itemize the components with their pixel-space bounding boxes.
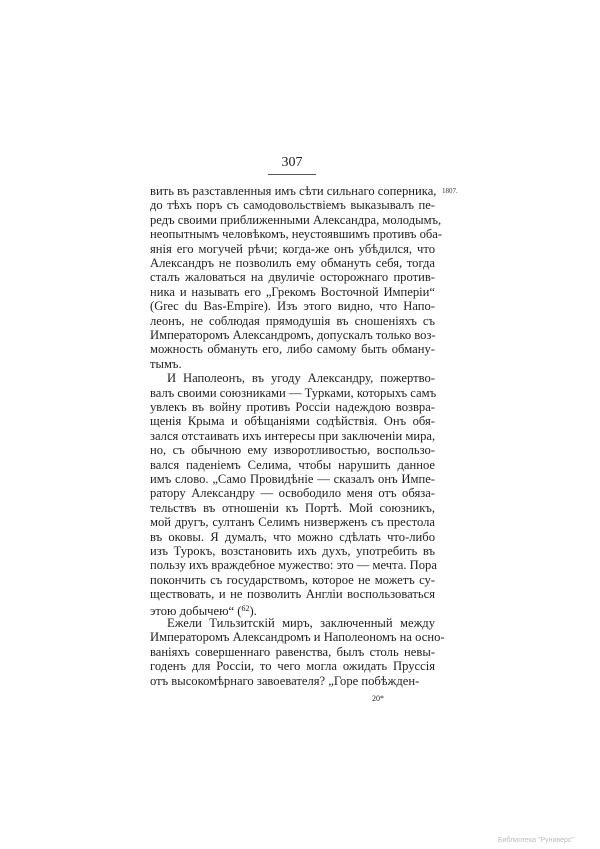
text-line [150, 443, 435, 457]
text-line [150, 659, 435, 673]
text-line [150, 587, 435, 601]
text-line [150, 472, 435, 486]
text-line [150, 270, 435, 284]
text-line [150, 458, 435, 472]
text-line-content: леонъ, не соблюдая прямодушія въ сношеніяхъ съ [150, 313, 435, 328]
text-line [150, 515, 435, 529]
text-line-content: неопытнымъ человѣкомъ, неустоявшимъ противъ оба- [150, 227, 443, 242]
text-line [150, 299, 435, 313]
text-line-content: ществовать, и не позволить Англіи воспользоваться [150, 587, 435, 602]
text-line-content: валъ своими союзниками — Турками, которыхъ самъ [150, 385, 437, 400]
margin-note-year: 1807. [442, 187, 458, 195]
page-number: 307 [281, 155, 303, 170]
text-line-content: (Grec du Bas-Empire). Изъ этого видно, что Напо- [150, 299, 435, 314]
text-line [150, 429, 435, 443]
text-line-content: отъ высокомѣрнаго завоевателя? „Горе побѣжден- [150, 673, 420, 688]
library-watermark: Библиотека "Руниверс" [498, 837, 574, 844]
text-line-content: янія его могучей рѣчи; когда-же онъ убѣдился, что [150, 241, 435, 256]
text-line [150, 400, 435, 414]
signature-mark: 20* [372, 694, 384, 703]
text-line [167, 371, 435, 385]
text-line-content: годенъ для Россіи, то чего могла ожидать Пруссія [150, 659, 435, 674]
text-line-content: вался паденіемъ Селима, чтобы нарушить данное [150, 457, 435, 472]
text-line-content: этою добычею“ ( [150, 603, 242, 618]
text-line-content: до тѣхъ поръ съ самодовольствіемъ выказывалъ пе- [150, 198, 435, 213]
text-line-content: Александръ не позволилъ ему обмануть себя, тогда [150, 256, 435, 270]
footnote-close: ). [249, 603, 257, 618]
text-line [150, 227, 443, 242]
text-line-content: но, съ обычною ему изворотливостью, воспользо- [150, 443, 435, 458]
text-line-content: тымъ. [150, 356, 182, 371]
text-line-content: мой другъ, султанъ Селимъ низверженъ съ престола [150, 515, 435, 530]
text-line-content: Ежели Тильзитскій миръ, заключенный между [167, 616, 435, 630]
text-line-content: редъ своими приближенными Александра, молодымъ, [150, 212, 442, 227]
text-line [150, 242, 435, 256]
text-line [150, 630, 445, 645]
text-line [150, 314, 435, 328]
text-line [150, 328, 435, 342]
text-line-content: вить въ разставленныя имъ сѣти сильнаго соперника, [150, 184, 437, 198]
text-line [150, 184, 435, 198]
text-line-content: пользу ихъ враждебное мужество: это — мечта. Пора [150, 558, 437, 573]
text-line-content: можность обмануть его, либо самому быть обману- [150, 342, 435, 357]
text-line [150, 342, 435, 356]
text-line-content: щенія Крыма и обѣщаніями содѣйствія. Онъ обя- [150, 414, 435, 429]
text-line-content: сталъ жаловаться на двуличіе осторожнаго против- [150, 270, 435, 285]
text-line-content: зался отстаивать ихъ интересы при заключеніи мира, [150, 428, 436, 443]
text-line-content: Императоромъ Александромъ и Наполеономъ на осно- [150, 630, 445, 645]
footnote-reference: 62 [241, 603, 250, 613]
text-line [150, 501, 435, 515]
text-line [150, 544, 435, 558]
text-line [150, 256, 435, 270]
text-line-content: увлекъ въ войну противъ Россіи надеждою возвра- [150, 400, 435, 414]
text-line [150, 674, 435, 688]
text-line [167, 616, 435, 630]
text-line [150, 573, 435, 587]
text-line [150, 645, 435, 659]
text-line [150, 530, 435, 544]
text-line-content: ваніяхъ совершеннаго равенства, былъ столь невы- [150, 644, 435, 659]
text-line-content: тельствъ въ отношеніи къ Портѣ. Мой союзникъ, [150, 500, 435, 515]
text-line-content: И Наполеонъ, въ угоду Александру, пожертво- [167, 371, 435, 386]
text-line-content: ратору Александру — освободило меня отъ обяза- [150, 486, 435, 501]
text-line-content: покончить съ государствомъ, которое не можетъ су- [150, 572, 435, 587]
text-line-content: Императоромъ Александромъ, допускалъ только воз- [150, 328, 436, 342]
text-line [150, 212, 442, 227]
text-line-content: въ оковы. Я думалъ, что можно сдѣлать что-либо [150, 529, 435, 544]
text-line [150, 486, 435, 500]
text-line [150, 285, 435, 299]
text-line [150, 414, 435, 428]
text-line-content: изъ Турокъ, возстановить ихъ духъ, употребить въ [150, 544, 435, 558]
text-line-content: ника и называть его „Грекомъ Восточной Имперіи“ [150, 284, 435, 299]
text-line [150, 357, 435, 371]
text-line [150, 198, 435, 212]
page-number-rule [268, 174, 316, 175]
text-line-content: имъ слово. „Само Провидѣніе — сказалъ онъ Импе- [150, 472, 435, 486]
text-line [150, 386, 435, 400]
text-line [150, 558, 435, 572]
